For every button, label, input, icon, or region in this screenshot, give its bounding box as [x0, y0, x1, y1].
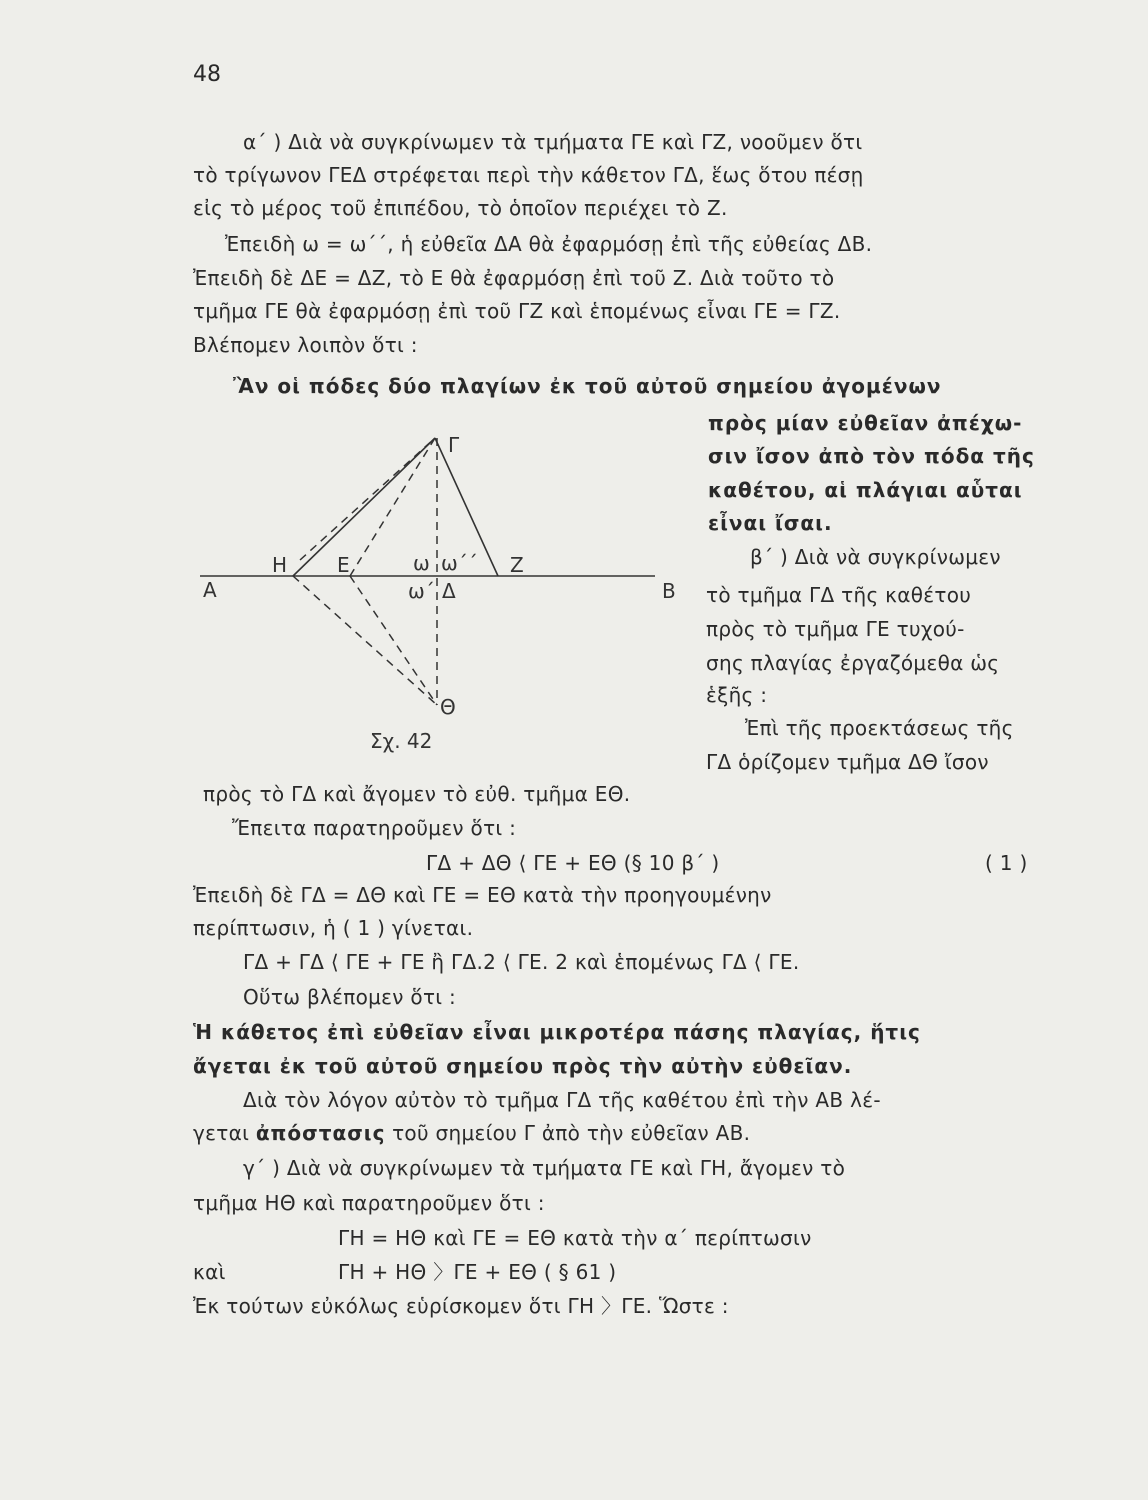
text-line: τμῆμα ΗΘ καὶ παρατηροῦμεν ὅτι : — [193, 1191, 545, 1215]
text-line: Ἐπειδὴ ω = ω΄΄, ἡ εὐθεῖα ΔΑ θὰ ἐφαρμόσῃ ἐπὶ τῆς εὐθείας ΔΒ. — [225, 232, 873, 256]
figure-label: Α — [203, 578, 217, 602]
theorem-line: Ἡ κάθετος ἐπὶ εὐθεῖαν εἶναι μικροτέρα πάσης πλαγίας, ἥτις — [193, 1020, 921, 1044]
text-line: καὶ — [193, 1260, 226, 1284]
text-line: τὸ τρίγωνον ΓΕΔ στρέφεται περὶ τὴν κάθετον ΓΔ, ἕως ὅτου πέσῃ — [193, 163, 864, 187]
text-run: τοῦ σημείου Γ ἀπὸ τὴν εὐθεῖαν ΑΒ. — [392, 1121, 751, 1145]
figure-label: Ε — [337, 553, 350, 577]
text-line: τὸ τμῆμα ΓΔ τῆς καθέτου — [706, 583, 972, 607]
text-line: β΄ ) Διὰ νὰ συγκρίνωμεν — [750, 545, 1001, 569]
formula-line: ΓΔ + ΓΔ ⟨ ΓΕ + ΓΕ ἢ ΓΔ.2 ⟨ ΓΕ. 2 καὶ ἑπομένως ΓΔ ⟨ ΓΕ. — [243, 950, 800, 974]
formula-line: ΓΗ + ΗΘ 〉ΓΕ + ΕΘ ( § 61 ) — [338, 1260, 617, 1284]
text-line: Ἐπὶ τῆς προεκτάσεως τῆς — [745, 716, 1014, 740]
page-number: 48 — [193, 62, 221, 87]
text-run: γεται — [193, 1121, 250, 1145]
text-line: Ἐκ τούτων εὐκόλως εὑρίσκομεν ὅτι ΓΗ 〉ΓΕ. Ὥστε : — [193, 1294, 729, 1318]
text-line: σης πλαγίας ἐργαζόμεθα ὡς — [706, 651, 1000, 675]
theorem-line: καθέτου, αἱ πλάγιαι αὗται — [708, 478, 1023, 502]
theorem-line: πρὸς μίαν εὐθεῖαν ἀπέχω- — [708, 411, 1023, 435]
text-line: Οὕτω βλέπομεν ὅτι : — [243, 985, 457, 1009]
figure-caption: Σχ. 42 — [370, 729, 433, 753]
theorem-line: Ἂν οἱ πόδες δύο πλαγίων ἐκ τοῦ αὐτοῦ σημείου ἀγομένων — [233, 374, 942, 398]
figure-label: Θ — [440, 695, 456, 719]
text-line: Ἐπειδὴ δὲ ΓΔ = ΔΘ καὶ ΓΕ = ΕΘ κατὰ τὴν προηγουμένην — [193, 883, 772, 907]
text-line: γ΄ ) Διὰ νὰ συγκρίνωμεν τὰ τμήματα ΓΕ καὶ ΓΗ, ἄγομεν τὸ — [243, 1156, 846, 1180]
text-line: Ἔπειτα παρατηροῦμεν ὅτι : — [232, 816, 517, 840]
text-line: τμῆμα ΓΕ θὰ ἐφαρμόσῃ ἐπὶ τοῦ ΓΖ καὶ ἑπομένως εἶναι ΓΕ = ΓΖ. — [193, 299, 841, 323]
figure-label: ω΄ — [408, 579, 435, 603]
theorem-line: ἄγεται ἐκ τοῦ αὐτοῦ σημείου πρὸς τὴν αὐτὴν εὐθεῖαν. — [193, 1054, 853, 1078]
theorem-line: σιν ἴσον ἀπὸ τὸν πόδα τῆς — [708, 444, 1035, 468]
equation-number: ( 1 ) — [985, 851, 1028, 875]
term-emphasis: ἀπόστασις — [255, 1121, 386, 1145]
text-line: α΄ ) Διὰ νὰ συγκρίνωμεν τὰ τμήματα ΓΕ καὶ ΓΖ, νοοῦμεν ὅτι — [243, 130, 863, 154]
text-line: Ἐπειδὴ δὲ ΔΕ = ΔΖ, τὸ Ε θὰ ἐφαρμόσῃ ἐπὶ τοῦ Ζ. Διὰ τοῦτο τὸ — [193, 266, 835, 290]
figure-label: ω΄΄ — [441, 551, 478, 575]
text-line: περίπτωσιν, ἡ ( 1 ) γίνεται. — [193, 916, 474, 940]
theorem-line: εἶναι ἴσαι. — [708, 511, 833, 535]
formula-line: ΓΗ = ΗΘ καὶ ΓΕ = ΕΘ κατὰ τὴν α΄ περίπτωσιν — [338, 1226, 812, 1250]
figure-label: Δ — [442, 579, 456, 603]
text-line: Διὰ τὸν λόγον αὐτὸν τὸ τμῆμα ΓΔ τῆς καθέτου ἐπὶ τὴν ΑΒ λέ- — [243, 1088, 881, 1112]
text-line: ΓΔ ὁρίζομεν τμῆμα ΔΘ ἴσον — [706, 750, 989, 774]
text-line: εἰς τὸ μέρος τοῦ ἐπιπέδου, τὸ ὁποῖον περιέχει τὸ Ζ. — [193, 196, 728, 220]
text-line: πρὸς τὸ ΓΔ καὶ ἄγομεν τὸ εὐθ. τμῆμα ΕΘ. — [203, 782, 631, 806]
figure-label: Η — [272, 553, 288, 577]
text-line: πρὸς τὸ τμῆμα ΓΕ τυχού- — [706, 617, 965, 641]
text-line: ἑξῆς : — [706, 683, 768, 707]
segment-gh-dashed — [300, 438, 435, 560]
figure-label: Ζ — [510, 553, 524, 577]
figure-label: Β — [662, 579, 676, 603]
formula-line: ΓΔ + ΔΘ ⟨ ΓΕ + ΕΘ (§ 10 β΄ ) — [426, 851, 720, 875]
figure-label: ω — [413, 551, 430, 575]
figure-label: Γ — [448, 433, 460, 457]
text-line: Βλέπομεν λοιπὸν ὅτι : — [193, 333, 418, 357]
